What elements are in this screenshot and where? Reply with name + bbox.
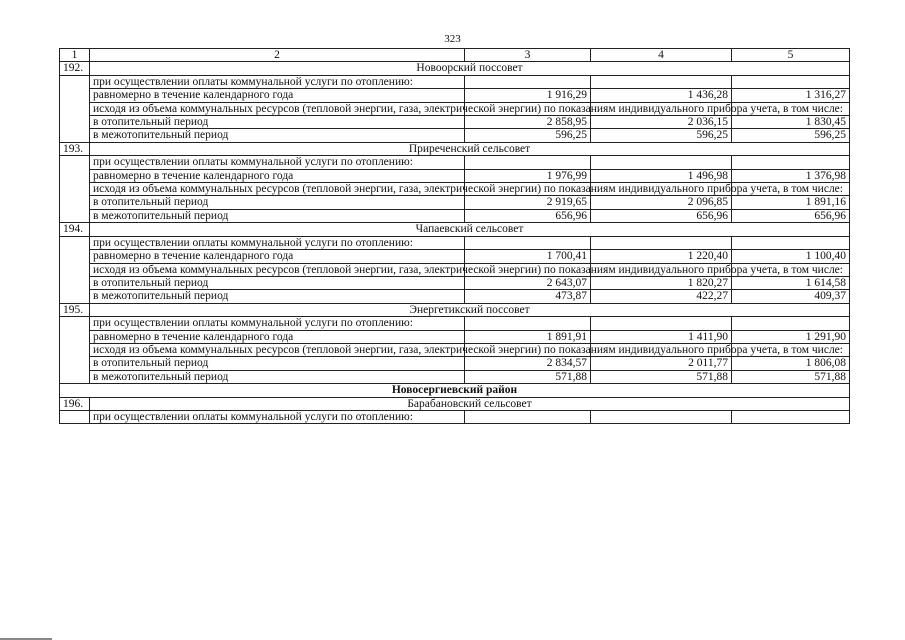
value-cell: 1 411,90 xyxy=(591,330,732,343)
row-label: при осуществлении оплаты коммунальной услуги по отоплению: xyxy=(90,75,465,88)
settlement-name: Новоорский поссовет xyxy=(90,62,850,75)
value-cell: 1 891,91 xyxy=(465,330,591,343)
table-row xyxy=(60,116,850,129)
value-cell: 596,25 xyxy=(465,129,591,142)
value-cell: 1 220,40 xyxy=(591,250,732,263)
table-body xyxy=(60,49,850,424)
row-label: при осуществлении оплаты коммунальной услуги по отоплению: xyxy=(90,317,465,330)
value-cell xyxy=(732,410,850,423)
row-label: исходя из объема коммунальных ресурсов (тепловой энергии, газа, электрической энергии) по показаниям индивидуального прибора учета, в том числе: xyxy=(90,183,465,196)
value-cell: 1 891,16 xyxy=(732,196,850,209)
row-label: в межотопительный период xyxy=(90,209,465,222)
row-number: 196. xyxy=(60,397,90,410)
value-cell: 2 011,77 xyxy=(591,357,732,370)
row-label: в отопительный период xyxy=(90,357,465,370)
value-cell xyxy=(591,156,732,169)
value-cell xyxy=(732,75,850,88)
row-label: исходя из объема коммунальных ресурсов (тепловой энергии, газа, электрической энергии) по показаниям индивидуального прибора учета, в том числе: xyxy=(90,343,465,356)
table-row xyxy=(60,343,850,356)
table-row xyxy=(60,276,850,289)
table-header-row xyxy=(60,49,850,62)
table-row xyxy=(60,357,850,370)
value-cell xyxy=(465,75,591,88)
value-cell: 571,88 xyxy=(465,370,591,383)
tariff-table xyxy=(59,48,850,424)
district-name: Новосергиевский район xyxy=(60,384,850,397)
settlement-row xyxy=(60,223,850,236)
value-cell: 1 436,28 xyxy=(591,89,732,102)
table-row xyxy=(60,410,850,423)
value-cell: 1 614,58 xyxy=(732,276,850,289)
value-cell xyxy=(732,156,850,169)
table-row xyxy=(60,317,850,330)
table-row xyxy=(60,370,850,383)
value-cell xyxy=(465,410,591,423)
value-cell: 1 100,40 xyxy=(732,250,850,263)
table-row xyxy=(60,75,850,88)
value-cell: 1 976,99 xyxy=(465,169,591,182)
row-number: 194. xyxy=(60,223,90,236)
value-cell: 596,25 xyxy=(732,129,850,142)
table-row xyxy=(60,263,850,276)
value-cell: 2 858,95 xyxy=(465,116,591,129)
value-cell: 422,27 xyxy=(591,290,732,303)
header-cell: 5 xyxy=(732,49,850,62)
value-cell: 596,25 xyxy=(591,129,732,142)
value-cell: 2 036,15 xyxy=(591,116,732,129)
value-cell: 1 700,41 xyxy=(465,250,591,263)
value-cell xyxy=(591,317,732,330)
value-cell: 1 806,08 xyxy=(732,357,850,370)
value-cell xyxy=(732,236,850,249)
value-cell: 1 916,29 xyxy=(465,89,591,102)
table-row xyxy=(60,209,850,222)
value-cell: 1 291,90 xyxy=(732,330,850,343)
value-cell: 656,96 xyxy=(591,209,732,222)
value-cell: 656,96 xyxy=(732,209,850,222)
value-cell: 571,88 xyxy=(732,370,850,383)
row-number: 192. xyxy=(60,62,90,75)
value-cell xyxy=(591,236,732,249)
value-cell xyxy=(732,317,850,330)
district-row xyxy=(60,384,850,397)
row-number-blank xyxy=(60,410,90,423)
settlement-name: Приреченский сельсовет xyxy=(90,142,850,155)
row-label: исходя из объема коммунальных ресурсов (тепловой энергии, газа, электрической энергии) по показаниям индивидуального прибора учета, в том числе: xyxy=(90,102,465,115)
settlement-name: Барабановский сельсовет xyxy=(90,397,850,410)
row-label: при осуществлении оплаты коммунальной услуги по отоплению: xyxy=(90,156,465,169)
row-number-blank xyxy=(60,317,90,384)
value-cell: 1 316,27 xyxy=(732,89,850,102)
row-number-blank xyxy=(60,75,90,142)
table-row xyxy=(60,169,850,182)
table-row xyxy=(60,129,850,142)
settlement-name: Чапаевский сельсовет xyxy=(90,223,850,236)
row-label: исходя из объема коммунальных ресурсов (тепловой энергии, газа, электрической энергии) по показаниям индивидуального прибора учета, в том числе: xyxy=(90,263,465,276)
settlement-row xyxy=(60,303,850,316)
row-number: 195. xyxy=(60,303,90,316)
row-number-blank xyxy=(60,236,90,303)
row-label: в отопительный период xyxy=(90,116,465,129)
header-cell: 4 xyxy=(591,49,732,62)
row-label: равномерно в течение календарного года xyxy=(90,330,465,343)
value-cell xyxy=(591,410,732,423)
row-label: при осуществлении оплаты коммунальной услуги по отоплению: xyxy=(90,410,465,423)
table-row xyxy=(60,183,850,196)
header-cell: 2 xyxy=(90,49,465,62)
table-row xyxy=(60,89,850,102)
header-cell: 1 xyxy=(60,49,90,62)
row-label: равномерно в течение календарного года xyxy=(90,169,465,182)
table-row xyxy=(60,330,850,343)
settlement-row xyxy=(60,142,850,155)
value-cell: 409,37 xyxy=(732,290,850,303)
value-cell: 1 830,45 xyxy=(732,116,850,129)
value-cell: 571,88 xyxy=(591,370,732,383)
header-cell: 3 xyxy=(465,49,591,62)
table-row xyxy=(60,236,850,249)
row-label: равномерно в течение календарного года xyxy=(90,250,465,263)
value-cell xyxy=(465,156,591,169)
value-cell: 1 820,27 xyxy=(591,276,732,289)
row-label: при осуществлении оплаты коммунальной услуги по отоплению: xyxy=(90,236,465,249)
value-cell: 473,87 xyxy=(465,290,591,303)
settlement-row xyxy=(60,62,850,75)
value-cell xyxy=(591,75,732,88)
settlement-name: Энергетикский поссовет xyxy=(90,303,850,316)
value-cell: 2 643,07 xyxy=(465,276,591,289)
row-label: в отопительный период xyxy=(90,276,465,289)
row-number: 193. xyxy=(60,142,90,155)
row-label: в межотопительный период xyxy=(90,370,465,383)
table-row xyxy=(60,156,850,169)
row-label: равномерно в течение календарного года xyxy=(90,89,465,102)
value-cell xyxy=(465,236,591,249)
settlement-row xyxy=(60,397,850,410)
table-row xyxy=(60,250,850,263)
value-cell: 2 834,57 xyxy=(465,357,591,370)
row-label: в межотопительный период xyxy=(90,290,465,303)
table-row xyxy=(60,290,850,303)
table-row xyxy=(60,196,850,209)
row-label: в межотопительный период xyxy=(90,129,465,142)
value-cell: 1 376,98 xyxy=(732,169,850,182)
value-cell: 656,96 xyxy=(465,209,591,222)
value-cell: 2 096,85 xyxy=(591,196,732,209)
row-number-blank xyxy=(60,156,90,223)
page-number: 323 xyxy=(444,33,461,45)
row-label: в отопительный период xyxy=(90,196,465,209)
table-row xyxy=(60,102,850,115)
value-cell: 1 496,98 xyxy=(591,169,732,182)
value-cell xyxy=(465,317,591,330)
value-cell: 2 919,65 xyxy=(465,196,591,209)
